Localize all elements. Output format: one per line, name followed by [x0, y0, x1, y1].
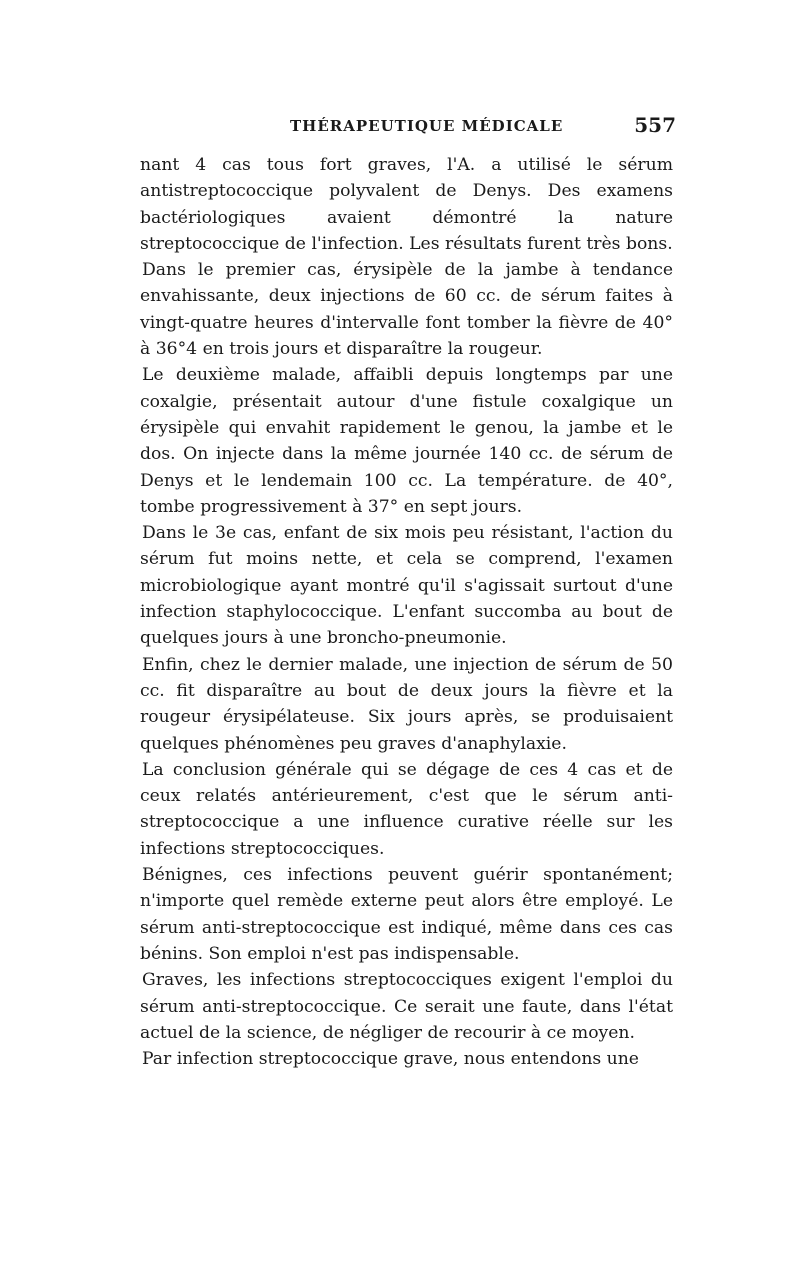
- paragraph-definition: Par infection streptococcique grave, nous entendons une: [142, 1049, 639, 1070]
- running-title: THÉRAPEUTIQUE MÉDICALE: [290, 117, 564, 135]
- paragraph-last-case: Enfin, chez le dernier malade, une injection de sérum de 50 cc. fit disparaître au bout de deux jours la fièvre et la rougeur érysipélateuse. Six jours après, se produisaient quelques phénomènes peu graves d'anaphylaxie.: [140, 654, 673, 754]
- paragraph-third-case: Dans le 3e cas, enfant de six mois peu résistant, l'action du sérum fut moins nette, et cela se comprend, l'examen microbiologique ayant montré qu'il s'agissait surtout d'une infection staphylococcique. L'enfant succomba au bout de quelques jours à une broncho-pneumonie.: [140, 523, 673, 649]
- paragraph-severe: Graves, les infections streptococciques exigent l'emploi du sérum anti-streptococcique. Ce serait une faute, dans l'état actuel de la science, de négliger de recourir à ce moyen.: [140, 970, 673, 1043]
- running-head: [140, 113, 676, 141]
- paragraph-second-case: Le deuxième malade, affaibli depuis longtemps par une coxalgie, présentait autour d'une fistule coxalgique un érysipèle qui envahit rapidement le genou, la jambe et le dos. On injecte dans la même journée 140 cc. de sérum de Denys et le lendemain 100 cc. La température. de 40°, tombe progressivement à 37° en sept jours.: [140, 365, 673, 517]
- paragraph-benign: Bénignes, ces infections peuvent guérir spontanément; n'importe quel remède externe peut alors être employé. Le sérum anti-streptococcique est indiqué, même dans ces cas bénins. Son emploi n'est pas indispensable.: [140, 865, 673, 964]
- body-text: [140, 152, 673, 1072]
- page-number: 557: [634, 113, 676, 137]
- paragraph-continuation: nant 4 cas tous fort graves, l'A. a utilisé le sérum antistreptococcique polyvalent de Denys. Des examens bactériologiques avaient démontré la nature streptococcique de l'infection. Les résultats furent très bons.: [140, 155, 673, 254]
- paragraph-conclusion: La conclusion générale qui se dégage de ces 4 cas et de ceux relatés antérieurement, c'est que le sérum anti-streptococcique a une influence curative réelle sur les infections streptococciques.: [140, 759, 673, 859]
- paragraph-first-case: Dans le premier cas, érysipèle de la jambe à tendance envahissante, deux injections de 60 cc. de sérum faites à vingt-quatre heures d'intervalle font tomber la fièvre de 40° à 36°4 en trois jours et disparaître la rougeur.: [140, 260, 673, 360]
